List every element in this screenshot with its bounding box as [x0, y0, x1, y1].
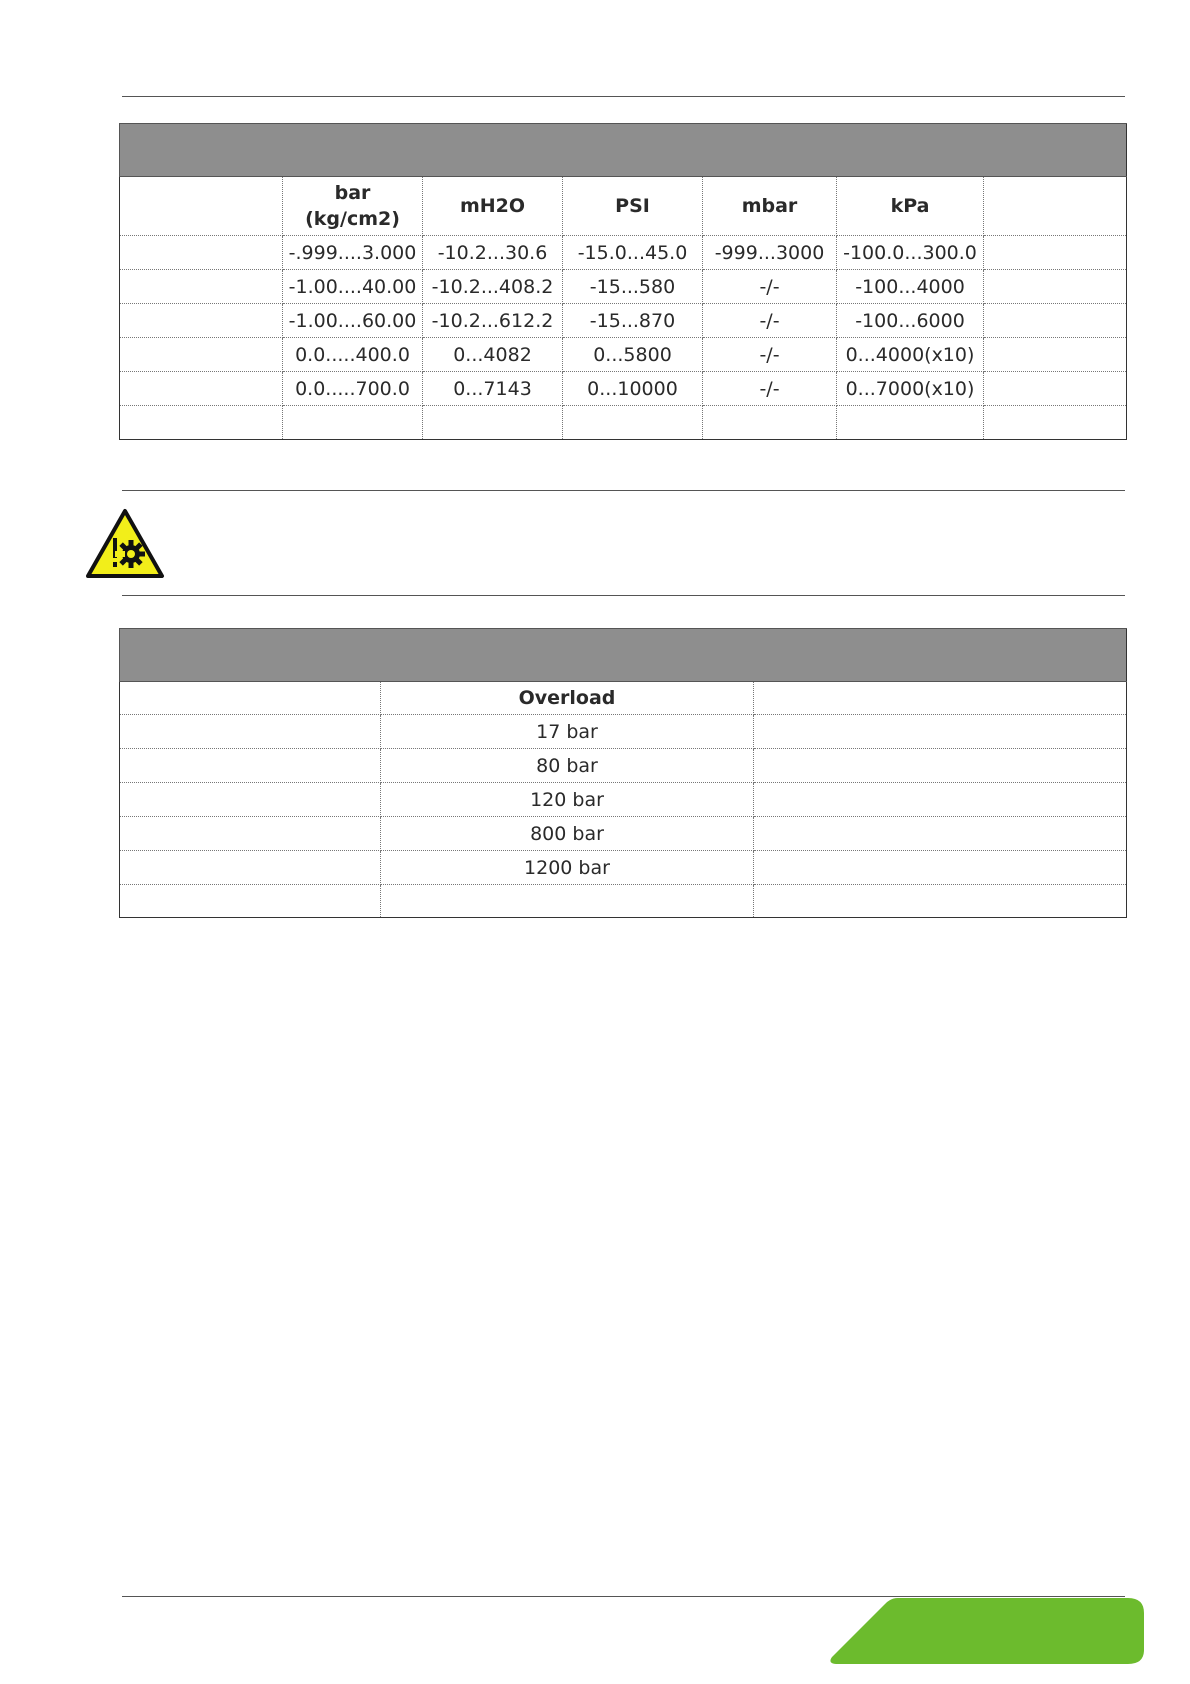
table-cell	[984, 372, 1127, 406]
table-cell	[283, 406, 423, 440]
header-cell-mh2o: mH2O	[423, 177, 563, 236]
table-cell: -100...4000	[837, 270, 984, 304]
warning-gear-icon	[85, 508, 165, 580]
table-cell: -/-	[703, 372, 837, 406]
table-cell: -/-	[703, 338, 837, 372]
table-cell: -10.2...612.2	[423, 304, 563, 338]
warning-bottom-rule	[122, 595, 1125, 596]
header-cell	[754, 682, 1127, 715]
header-cell-mbar: mbar	[703, 177, 837, 236]
table-cell: -15...580	[563, 270, 703, 304]
table-header-row	[120, 177, 1127, 236]
table-cell: 0...10000	[563, 372, 703, 406]
table-cell	[837, 406, 984, 440]
table-cell: 0...4082	[423, 338, 563, 372]
table-cell	[984, 406, 1127, 440]
header-cell	[120, 177, 283, 236]
table-row	[120, 236, 1127, 270]
table-cell: -15...870	[563, 304, 703, 338]
table-cell	[120, 783, 381, 817]
table-header-band	[120, 629, 1127, 682]
table-cell: -100.0...300.0	[837, 236, 984, 270]
table-cell: -.999....3.000	[283, 236, 423, 270]
table-row	[120, 851, 1127, 885]
table-row	[120, 372, 1127, 406]
table-cell: 0.0.....400.0	[283, 338, 423, 372]
table-cell	[754, 715, 1127, 749]
table-cell: 0...7000(x10)	[837, 372, 984, 406]
table-cell	[754, 749, 1127, 783]
table-cell: -10.2...408.2	[423, 270, 563, 304]
table-row	[120, 338, 1127, 372]
table-cell	[120, 885, 381, 918]
table-cell	[984, 304, 1127, 338]
table-cell: -15.0...45.0	[563, 236, 703, 270]
table-cell	[984, 236, 1127, 270]
table-cell	[120, 338, 283, 372]
table-cell	[120, 236, 283, 270]
overload-table	[119, 628, 1127, 918]
table-row	[120, 885, 1127, 918]
table-cell: -/-	[703, 304, 837, 338]
table-cell	[120, 270, 283, 304]
header-cell-overload: Overload	[381, 682, 754, 715]
footer-page-tab	[826, 1597, 1146, 1667]
table-cell	[120, 715, 381, 749]
table-cell: -999...3000	[703, 236, 837, 270]
table-cell	[120, 817, 381, 851]
table-cell: 0...7143	[423, 372, 563, 406]
table-cell	[120, 304, 283, 338]
table-cell	[984, 338, 1127, 372]
table-cell: 0...5800	[563, 338, 703, 372]
table-cell: 800 bar	[381, 817, 754, 851]
header-cell-kpa: kPa	[837, 177, 984, 236]
table-cell: 0...4000(x10)	[837, 338, 984, 372]
table-cell	[754, 885, 1127, 918]
table-cell: 0.0.....700.0	[283, 372, 423, 406]
table-row	[120, 406, 1127, 440]
unit-range-table	[119, 123, 1127, 440]
table-header-band	[120, 124, 1127, 177]
table-row	[120, 817, 1127, 851]
header-cell	[984, 177, 1127, 236]
table-header-row	[120, 682, 1127, 715]
table-cell: -100...6000	[837, 304, 984, 338]
header-cell	[120, 682, 381, 715]
table-row	[120, 270, 1127, 304]
header-cell-psi: PSI	[563, 177, 703, 236]
table-cell: -1.00....60.00	[283, 304, 423, 338]
table-row	[120, 749, 1127, 783]
header-cell-bar-text: bar (kg/cm2)	[305, 182, 400, 230]
table-cell: -/-	[703, 270, 837, 304]
table-cell: -1.00....40.00	[283, 270, 423, 304]
table-cell	[120, 406, 283, 440]
table-cell: -10.2...30.6	[423, 236, 563, 270]
table-cell: 1200 bar	[381, 851, 754, 885]
table-row	[120, 783, 1127, 817]
table-cell	[754, 783, 1127, 817]
table-row	[120, 304, 1127, 338]
table-row	[120, 715, 1127, 749]
table-cell	[120, 851, 381, 885]
table-cell	[120, 372, 283, 406]
table-cell	[754, 851, 1127, 885]
table-cell	[423, 406, 563, 440]
table-cell	[563, 406, 703, 440]
table-cell	[381, 885, 754, 918]
table-cell: 17 bar	[381, 715, 754, 749]
table-cell: 120 bar	[381, 783, 754, 817]
table-cell	[754, 817, 1127, 851]
table-cell: 80 bar	[381, 749, 754, 783]
top-rule	[122, 96, 1125, 97]
table-cell	[703, 406, 837, 440]
table-cell	[120, 749, 381, 783]
header-cell-bar	[283, 177, 423, 236]
table-cell	[984, 270, 1127, 304]
warning-top-rule	[122, 490, 1125, 491]
